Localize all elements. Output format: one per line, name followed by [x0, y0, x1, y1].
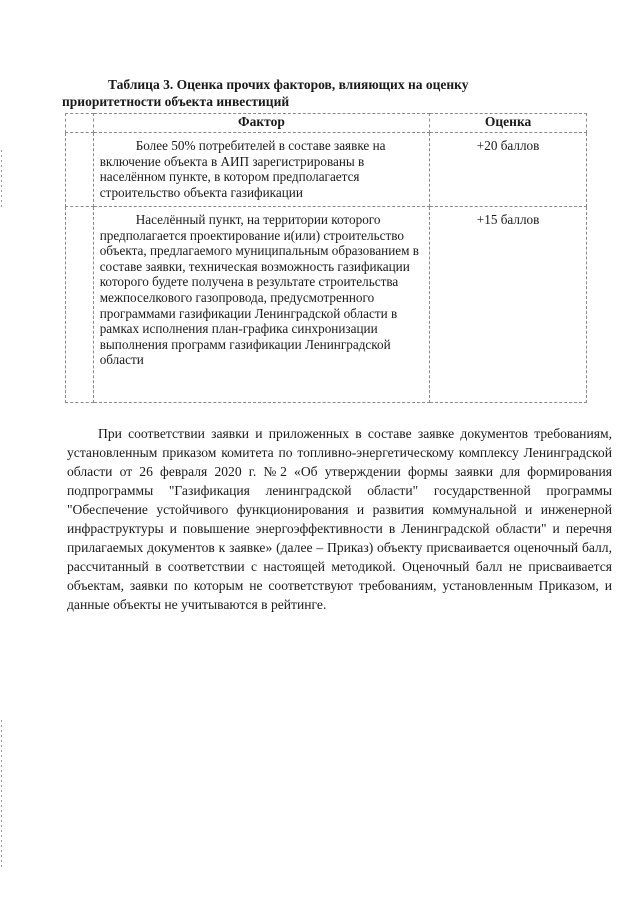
- factors-table: [65, 113, 587, 403]
- table-header-row: [66, 114, 587, 133]
- body-paragraph: При соответствии заявки и приложенных в составе заявке документов требованиям, установленным приказом комитета по топливно-энергетическому комплексу Ленинградской области от 26 февраля 2020 г. №2 «Об утверждении формы заявки для формирования подпрограммы "Газификация ленинградской области" государственной программы "Обеспечение устойчивого функционирования и развития коммунальной и инженерной инфраструктуры и повышение энергоэффективности в Ленинградской области" и перечня прилагаемых документов к заявке» (далее – Приказ) объекту присваивается оценочный балл, рассчитанный в соответствии с настоящей методикой. Оценочный балл не присваивается объектам, заявки по которым не соответствуют требованиям, установленным Приказом, и данные объекты не учитываются в рейтинге.: [67, 426, 612, 612]
- factor-text: Населённый пункт, на территории которого предполагается проектирование и(или) строительство объекта, предлагаемого муниципальным образованием в составе заявки, техническая возможность газификации которого будете получена в результате строительства межпоселкового газопровода, предусмотренного программами газификации Ленинградской области в рамках исполнения план-графика синхронизации выполнения программ газификации Ленинградской области: [99, 212, 420, 368]
- table-row: [66, 133, 587, 207]
- table-title-line-2: приоритетности объекта инвестиций: [62, 94, 290, 109]
- scan-edge-mark: [1, 150, 2, 210]
- table-cell-blank: [66, 133, 94, 207]
- scan-edge-mark: [1, 720, 2, 870]
- table-cell-factor: [93, 133, 430, 207]
- table-row: [66, 207, 587, 403]
- table-cell-score: +15 баллов: [430, 207, 587, 403]
- table-cell-score: +20 баллов: [430, 133, 587, 207]
- table-header-factor: Фактор: [93, 114, 430, 133]
- table-cell-blank: [66, 207, 94, 403]
- table-title-line-1: Таблица 3. Оценка прочих факторов, влияющих на оценку: [108, 77, 469, 92]
- factor-text: Более 50% потребителей в составе заявке на включение объекта в АИП зарегистрированы в населённом пункте, в котором предполагается строительство объекта газификации: [99, 138, 386, 200]
- table-header-score: Оценка: [430, 114, 587, 133]
- table-title: [62, 76, 562, 110]
- table-cell-factor: [93, 207, 430, 403]
- table-header-blank: [66, 114, 94, 133]
